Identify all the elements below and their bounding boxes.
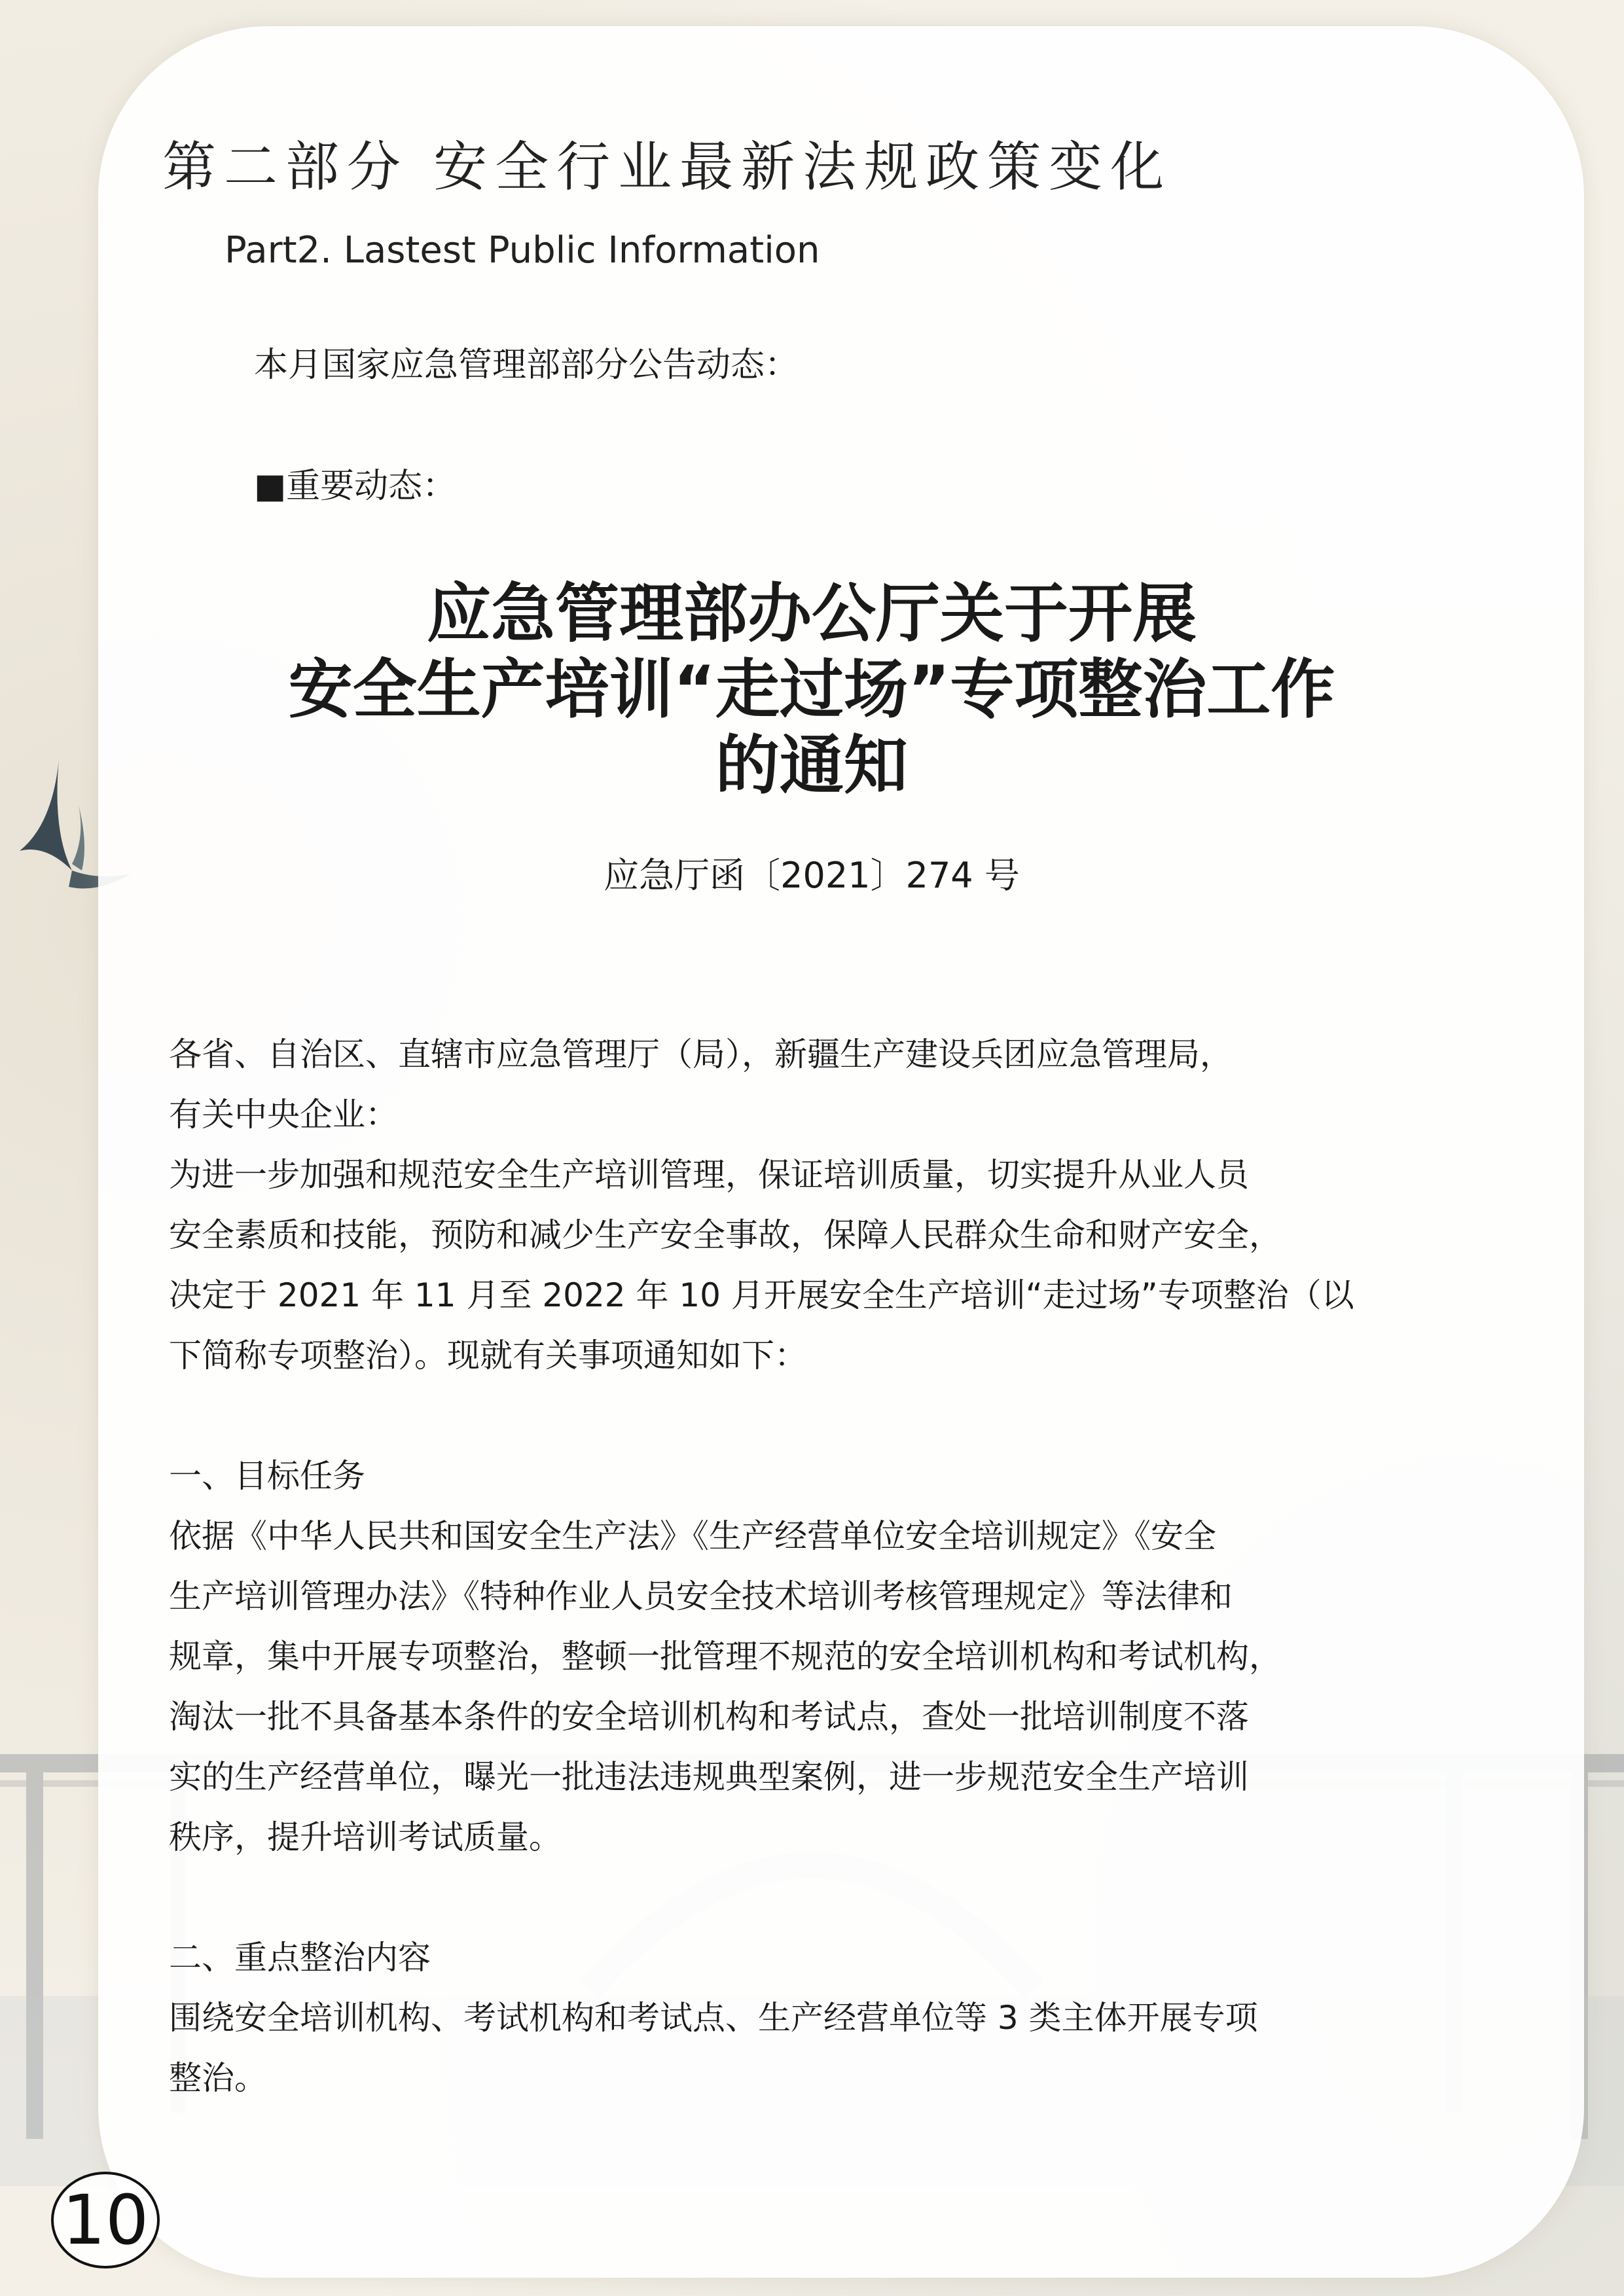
section-title: 第二部分 安全行业最新法规政策变化 xyxy=(162,136,1172,198)
document-number: 应急厅函〔2021〕274 号 xyxy=(604,855,1020,896)
body-line: 围绕安全培训机构、考试机构和考试点、生产经营单位等 3 类主体开展专项 xyxy=(169,1999,1258,2037)
document-title xyxy=(157,576,1466,804)
body-line: 下简称专项整治）。现就有关事项通知如下： xyxy=(169,1336,807,1374)
body-line: 为进一步加强和规范安全生产培训管理，保证培训质量，切实提升从业人员 xyxy=(169,1156,1249,1194)
important-label: ■重要动态： xyxy=(254,467,457,506)
body-line: 实的生产经营单位，曝光一批违法违规典型案例，进一步规范安全生产培训 xyxy=(169,1758,1249,1796)
body-line: 秩序，提升培训考试质量。 xyxy=(169,1818,562,1856)
body-line: 整治。 xyxy=(169,2059,267,2097)
body-line: 各省、自治区、直辖市应急管理厅（局），新疆生产建设兵团应急管理局， xyxy=(169,1035,1233,1073)
body-line: 生产培训管理办法》《特种作业人员安全技术培训考核管理规定》等法律和 xyxy=(169,1577,1233,1615)
document-title-line: 安全生产培训“走过场”专项整治工作 xyxy=(288,653,1335,727)
body-line: 淘汰一批不具备基本条件的安全培训机构和考试点，查处一批培训制度不落 xyxy=(169,1698,1249,1736)
section-subtitle: Part2. Lastest Public Information xyxy=(225,229,820,272)
body-line: 决定于 2021 年 11 月至 2022 年 10 月开展安全生产培训“走过场”专项整治（以 xyxy=(169,1276,1354,1314)
page-number: 10 xyxy=(51,2172,160,2269)
body-line: 依据《中华人民共和国安全生产法》《生产经营单位安全培训规定》《安全 xyxy=(169,1517,1216,1555)
body-text xyxy=(169,1024,1465,2108)
body-line: 安全素质和技能，预防和减少生产安全事故，保障人民群众生命和财产安全， xyxy=(169,1216,1282,1254)
body-line: 二、重点整治内容 xyxy=(169,1939,431,1977)
body-line: 规章，集中开展专项整治，整顿一批管理不规范的安全培训机构和考试机构， xyxy=(169,1638,1282,1676)
body-line: 有关中央企业： xyxy=(169,1096,398,1134)
document-title-line: 的通知 xyxy=(715,728,908,803)
body-line: 一、目标任务 xyxy=(169,1457,365,1495)
intro-text: 本月国家应急管理部部分公告动态： xyxy=(254,346,799,385)
document-title-line: 应急管理部办公厅关于开展 xyxy=(426,577,1197,651)
paragraph-gap xyxy=(169,1386,1465,1446)
paragraph-gap xyxy=(169,1867,1465,1928)
